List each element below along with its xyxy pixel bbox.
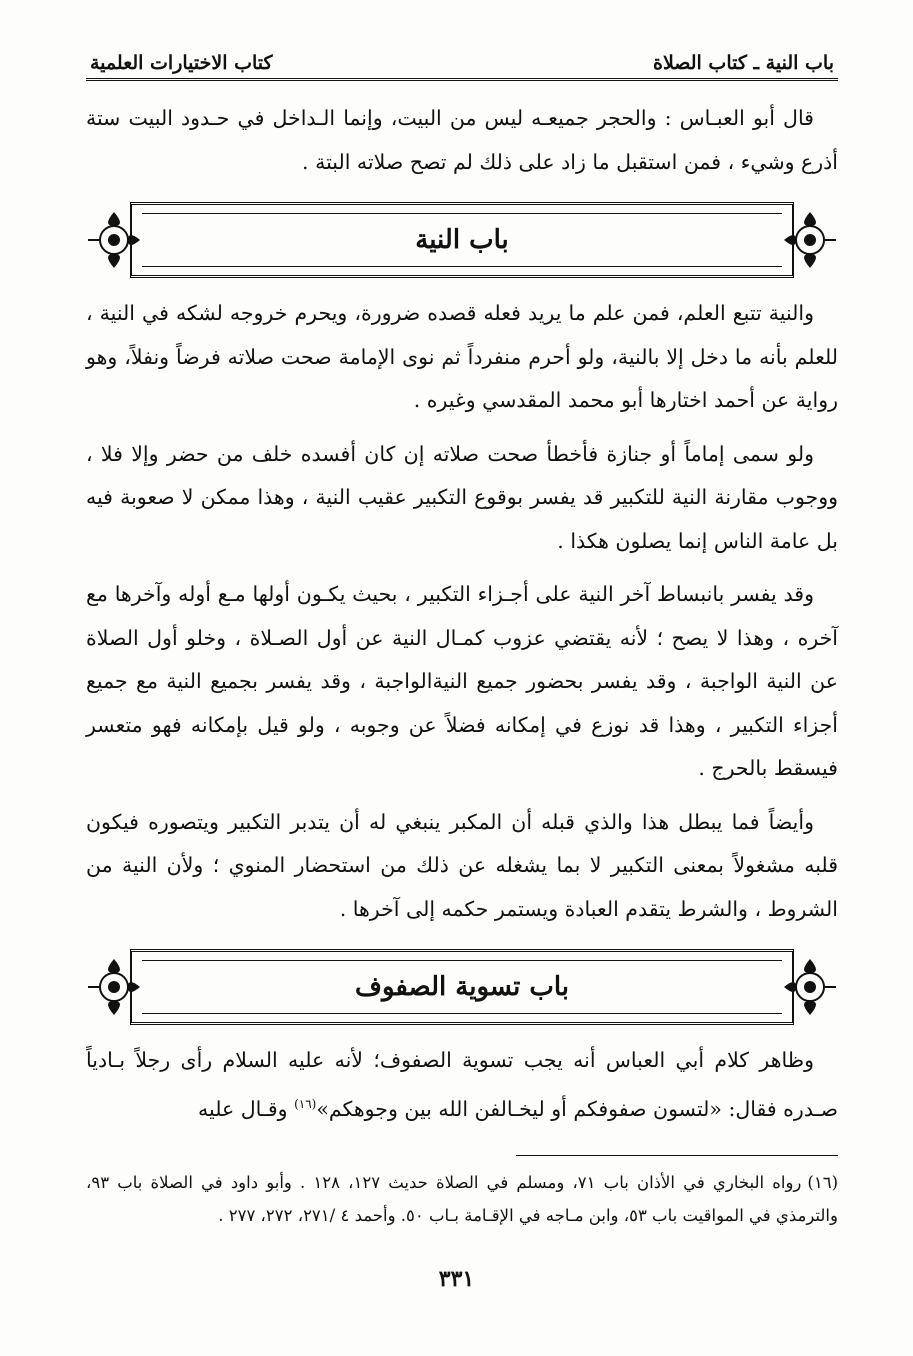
intro-paragraph: قال أبو العبـاس : والحجر جميعـه ليس من البيت، وإنما الـداخل في حـدود البيت ستة أذرع وشيء ، فمن استقبل ما زاد على ذلك لم تصح صلاته البتة . — [86, 106, 838, 174]
body-paragraph: وقد يفسر بانبساط آخر النية على أجـزاء التكبير ، بحيث يكـون أولها مـع أوله وآخرها مع آخره ، وهذا لا يصح ؛ لأنه يقتضي عزوب كمـال النية عن أول الصـلاة ، وخلو أول الصلاة عن النية الواجبة ، وقد يفسر بحضور جميع النيةالواجبة ، وقد يفسر بجميع النية مع جميع أجزاء التكبير ، وهذا قد نوزع في إمكانه فضلاً عن وجوبه ، ولو قيل بإمكانه فهو متعسر فيسقط بالحرج . — [86, 582, 838, 780]
section-heading-box — [130, 202, 794, 278]
section-heading-frame — [86, 949, 838, 1025]
footnote — [86, 1166, 838, 1232]
ornament-icon — [86, 208, 142, 272]
section-title-rows: باب تسوية الصفوف — [341, 972, 583, 1002]
page-body — [86, 40, 838, 1232]
footnote-number: (١٦) — [807, 1172, 838, 1192]
header-chapter-title: باب النية ـ كتاب الصلاة — [652, 52, 834, 74]
body-paragraph: ولو سمى إماماً أو جنازة فأخطأ صحت صلاته إن كان أفسده خلف من حضر وإلا فلا ، ووجوب مقارنة النية للتكبير قد يفسر بوقوع التكبير عقيب النية ، وهذا ممكن لا صعوبة فيه بل عامة الناس إنما يصلون هكذا . — [86, 441, 839, 553]
section-heading-box — [130, 949, 794, 1025]
running-header — [86, 40, 838, 81]
header-book-title: كتاب الاختيارات العلمية — [90, 52, 273, 74]
footnote-reference[interactable]: (١٦) — [294, 1096, 317, 1111]
section-heading-frame — [86, 202, 838, 278]
ornament-icon — [86, 955, 142, 1019]
paragraph-text: وظاهر كلام أبي العباس أنه يجب تسوية الصفوف؛ لأنه عليه السلام رأى رجلاً بـادياً صـدره فقال: «لتسون صفوفكم أو ليخـالفن الله بين وجوهكم» — [86, 1048, 838, 1121]
page-number: ٣٣١ — [438, 1266, 475, 1292]
footnote-text: رواه البخاري في الأذان باب ٧١، ومسلم في الصلاة حديث ١٢٧، ١٢٨ . وأبو داود في الصلاة باب ٩٣، والترمذي في المواقيت باب ٥٣، وابن مـاجه في الإقـامة بـاب ٥٠. وأحمد ٤ /٢٧١، ٢٧٢، ٢٧٧ . — [86, 1172, 838, 1225]
section-title-niyyah: باب النية — [401, 225, 522, 255]
body-paragraph: وأيضاً فما يبطل هذا والذي قبله أن المكبر ينبغي له أن يتدبر التكبير ويتصوره فيكون قلبه مشغولاً بمعنى التكبير لا بما يشغله عن ذلك من استحضار المنوي ؛ ولأن النية من الشروط ، والشرط يتقدم العبادة ويستمر حكمه إلى آخرها . — [86, 809, 838, 921]
body-paragraph: والنية تتبع العلم، فمن علم ما يريد فعله قصده ضرورة، ويحرم خروجه لشكه في النية ، للعلم بأنه ما دخل إلا بالنية، ولو أحرم منفرداً ثم نوى الإمامة صحت صلاته فرضاً ونفلاً، وهو رواية عن أحمد اختارها أبو محمد المقدسي وغيره . — [86, 301, 838, 412]
body-paragraph — [86, 1039, 838, 1131]
paragraph-text: وقـال عليه — [198, 1096, 295, 1121]
footnote-divider — [516, 1155, 838, 1156]
